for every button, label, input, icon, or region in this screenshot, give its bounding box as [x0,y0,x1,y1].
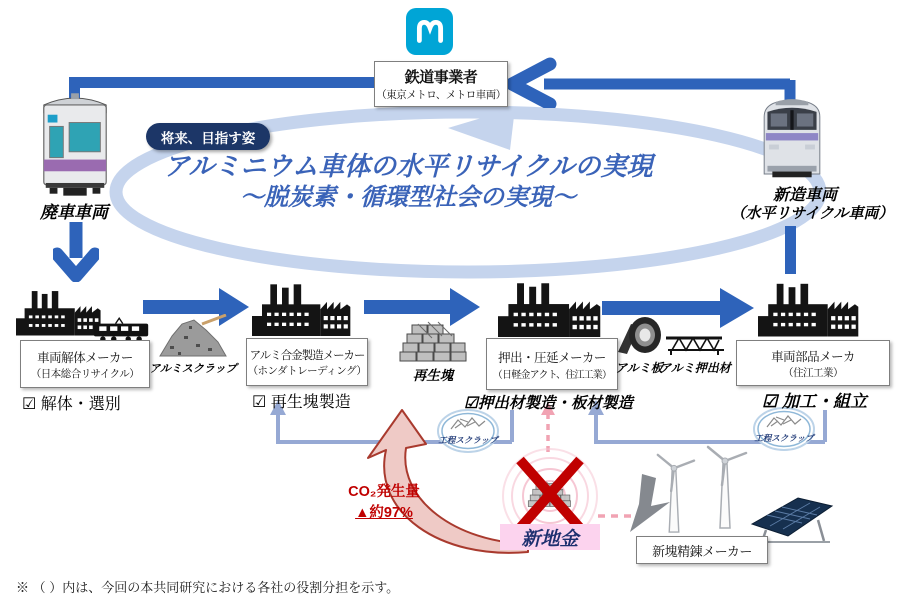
recycled-ingot-label: 再生塊 [412,368,454,383]
alloy-maker-sub: （ホンダトレーディング） [247,364,367,377]
aluminum-coil-icon [618,314,662,356]
dismantler-name: 車両解体メーカー [37,350,133,365]
aluminum-scrap-label: アルミスクラップ [149,363,237,375]
factory-icon-extrusion [498,282,602,340]
main-title [118,150,698,213]
rail-operator-box [374,61,508,107]
new-train-icon [756,94,828,182]
dismantler-sub: （日本総合リサイクル） [30,367,140,380]
main-title-line2: ～脱炭素・循環型社会の実現～ [240,183,576,211]
process-scrap-right-label: 工程スクラップ [754,433,814,443]
factory-icon-alloy [252,282,352,340]
alloy-maker-box [246,338,368,386]
scrapped-train-icon [36,88,114,198]
alloy-maker-name: アルミ合金製造メーカー [249,349,365,362]
rail-operator-name: 鉄道事業者 [404,69,478,86]
main-title-line1: アルミニウム車体の水平リサイクルの実現 [163,151,653,181]
virgin-metal-group [494,446,606,554]
extrusion-truss-icon [666,334,726,356]
parts-maker-name: 車両部品メーカ [771,349,855,364]
dismantler-box [20,340,150,388]
factory-icon-dismantler [16,286,102,342]
parts-maker-sub: （住江工業） [783,366,843,379]
arrow-scrapped-down [53,222,99,282]
rail-operator-sub: （東京メトロ、メトロ車両） [376,89,506,101]
future-goal-badge: 将来、目指す姿 [146,123,270,150]
factory-icon-parts [758,282,860,340]
scrapped-train-label: 廃車車両 [40,203,108,222]
dismantler-role: ☑ 解体・選別 [22,396,121,413]
aluminum-scrap-pile-icon [156,314,230,358]
alloy-maker-role: ☑ 再生塊製造 [252,394,351,411]
metro-logo-icon [406,8,453,55]
virgin-metal-label: 新地金 [500,524,600,550]
smelter-box [636,536,768,564]
extrusion-maker-role: ☑押出材製造・板材製造 [464,395,633,412]
blocked-supply-arrow-icon [628,474,674,534]
co2-line1: CO₂発生量 [348,484,420,500]
aluminum-sheet-label: アルミ板 [615,361,663,375]
footnote: ※ （ ）内は、今回の本共同研究における各社の役割分担を示す。 [16,580,400,595]
parts-maker-box [736,340,890,386]
connector-top-left-horizontal [69,77,375,88]
extrusion-maker-name: 押出・圧延メーカー [498,350,606,365]
connector-new-train-vertical [785,226,796,274]
parts-maker-role: ☑ 加工・組立 [762,392,867,411]
co2-line2: ▲約97% [355,505,413,522]
process-scrap-left [436,408,500,454]
extrusion-maker-box [486,338,618,390]
new-train-sublabel: （水平リサイクル車両） [730,205,894,222]
aluminum-extrusion-label: アルミ押出材 [659,361,731,375]
smelter-label: 新塊精錬メーカー [652,543,752,559]
extrusion-maker-sub: （日軽金アクト、住江工業） [492,369,612,381]
process-scrap-right [752,406,816,452]
process-scrap-left-label: 工程スクラップ [438,435,498,445]
recycled-ingot-icon [398,318,468,362]
new-train-label: 新造車両 [772,187,837,204]
co2-reduction-note [326,482,442,524]
